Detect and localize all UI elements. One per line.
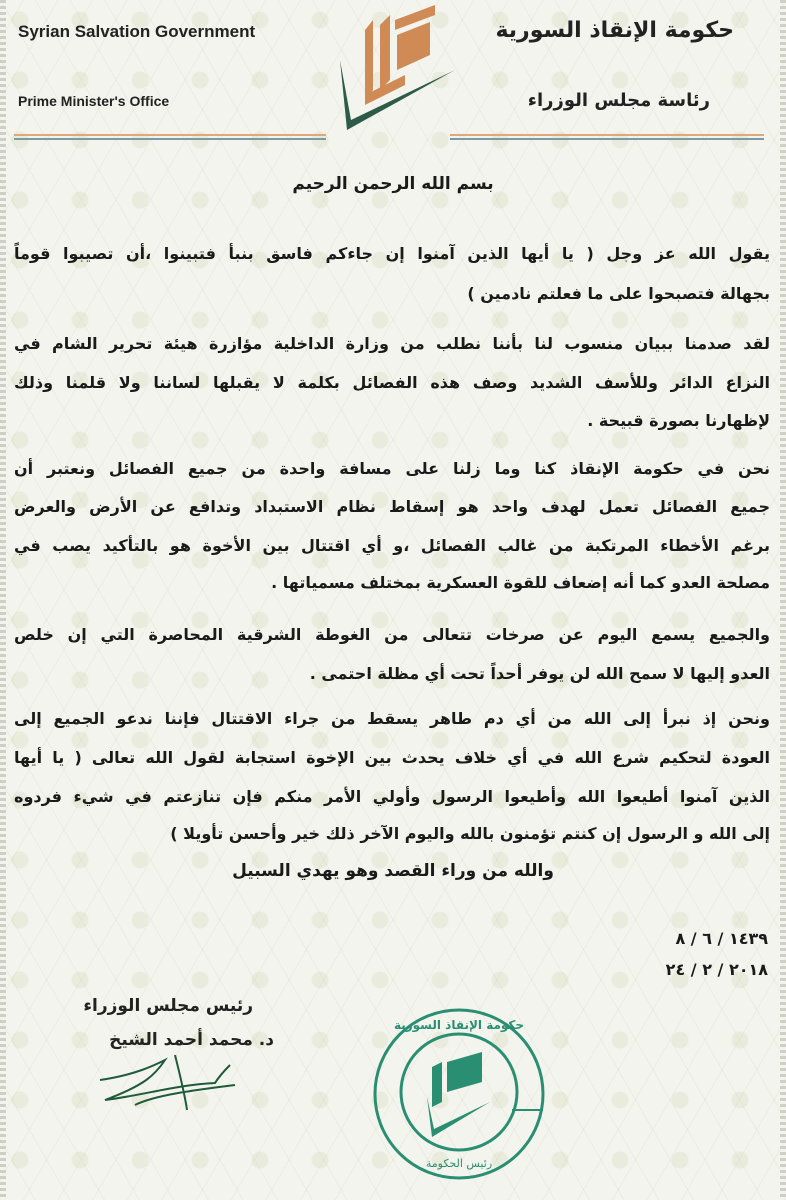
- signature: [95, 1055, 245, 1110]
- paragraph-line: ونحن إذ نبرأ إلى الله من أي دم طاهر يسقط من جراء الاقتتال فإننا ندعو الجميع إلى: [14, 709, 770, 728]
- office-name-ar: رئاسة مجلس الوزراء: [527, 90, 710, 111]
- closing-line: والله من وراء القصد وهو يهدي السبيل: [232, 861, 554, 881]
- stamp-ring-text: حكومة الإنقاذ السورية: [393, 1018, 525, 1032]
- paragraph-line: مصلحة العدو كما أنه إضعاف للقوة العسكرية بمختلف مسمياتها .: [271, 573, 770, 592]
- government-logo: [335, 0, 465, 140]
- paragraph-line: برغم الأخطاء المرتكبة من غالب الفصائل ،و أي اقتتال بين الأخوة هو بالتأكيد يصب في: [14, 536, 770, 555]
- paragraph-line: لإظهارنا بصورة قبيحة .: [587, 411, 770, 430]
- paragraph-line: لقد صدمنا ببيان منسوب لنا بأننا نطلب من وزارة الداخلية مؤازرة هيئة تحرير الشام في: [14, 334, 770, 353]
- date-gregorian: ٢٠١٨ / ٢ / ٢٤: [665, 960, 768, 979]
- paragraph-line: العودة لتحكيم شرع الله في أي خلاف يحدث بين الإخوة استجابة لقول الله تعالى ( يا أيها: [14, 748, 770, 767]
- org-name-ar: حكومة الإنقاذ السورية: [495, 18, 734, 43]
- paragraph-line: جميع الفصائل تعمل لهدف واحد هو إسقاط نظام الاستبداد وتدافع عن الأرض والعرض: [14, 497, 770, 516]
- stamp-bottom-text: رئيس الحكومة: [425, 1157, 493, 1170]
- signatory-title: رئيس مجلس الوزراء: [83, 996, 253, 1016]
- paragraph-line: نحن في حكومة الإنقاذ كنا وما زلنا على مسافة واحدة من جميع الفصائل ونعتبر أن: [14, 459, 770, 478]
- paragraph-line: العدو إليها لا سمح الله لن يوفر أحداً تحت أي مظلة احتمى .: [309, 664, 770, 683]
- header-divider-right: [450, 134, 764, 140]
- paragraph-line: والجميع يسمع اليوم عن صرخات تتعالى من الغوطة الشرقية المحاصرة التي إن خلص: [14, 625, 770, 644]
- org-name-en: Syrian Salvation Government: [18, 22, 256, 41]
- paragraph-line: بجهالة فتصبحوا على ما فعلتم نادمين ): [467, 284, 770, 303]
- signatory-name: د. محمد أحمد الشيخ: [109, 1030, 274, 1050]
- paragraph-line: الذين آمنوا أطيعوا الله وأطيعوا الرسول وأولي الأمر منكم فإن تنازعتم في شيء فردوه: [14, 787, 770, 806]
- basmala: بسم الله الرحمن الرحيم: [292, 174, 494, 194]
- paragraph-line: النزاع الدائر وللأسف الشديد وصف هذه الفصائل بكلمة لا يقبلها لساننا ولا قلمنا وذلك: [14, 373, 770, 392]
- official-stamp: [372, 1007, 547, 1182]
- date-hijri: ١٤٣٩ / ٦ / ٨: [675, 929, 768, 948]
- paragraph-line: يقول الله عز وجل ( يا أيها الذين آمنوا إن جاءكم فاسق بنبأ فتبينوا ،أن تصيبوا قوماً: [14, 244, 770, 263]
- header-divider-left: [14, 134, 326, 140]
- office-name-en: Prime Minister's Office: [18, 93, 170, 109]
- paragraph-line: إلى الله و الرسول إن كنتم تؤمنون بالله واليوم الآخر ذلك خير وأحسن تأويلا ): [170, 824, 770, 843]
